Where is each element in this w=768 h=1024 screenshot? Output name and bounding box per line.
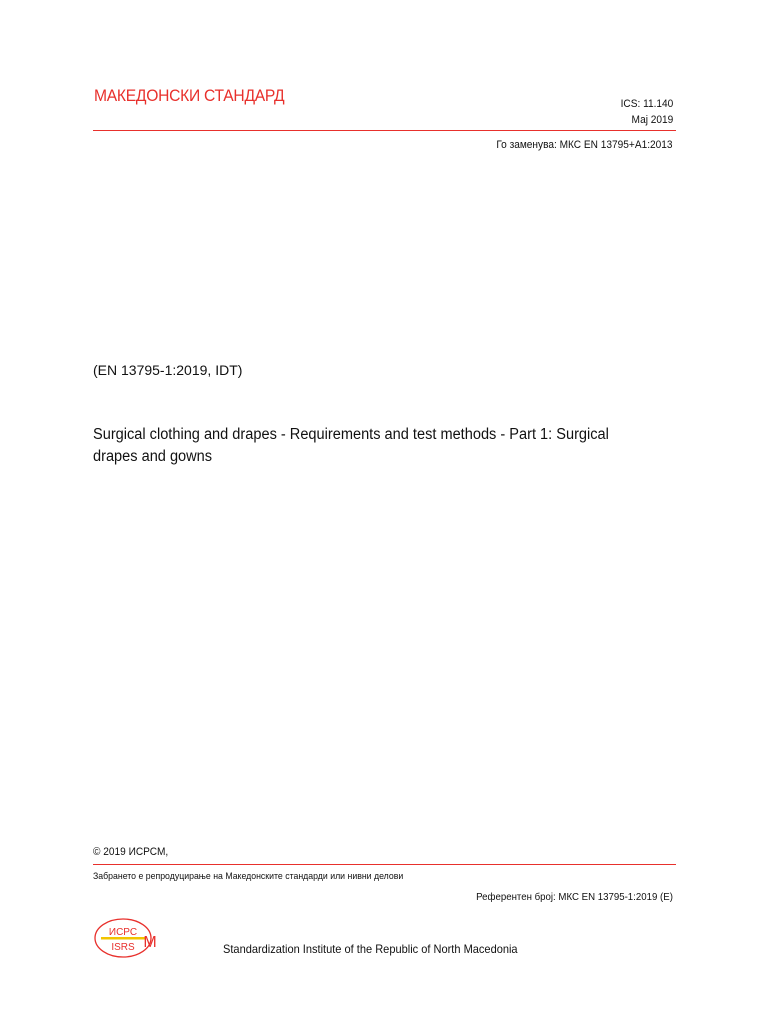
footer-rule xyxy=(93,864,676,865)
ics-code: ICS: 11.140 xyxy=(620,98,673,110)
logo-graphic xyxy=(93,916,163,960)
standard-title: МАКЕДОНСКИ СТАНДАРД xyxy=(94,86,285,105)
copyright-notice: © 2019 ИСРСМ, xyxy=(93,846,169,858)
isrsm-logo xyxy=(93,916,163,960)
reproduction-notice: Забрането е репродуцирање на Македонските стандарди или нивни делови xyxy=(93,871,404,882)
logo-text-bottom: ISRS xyxy=(111,942,135,953)
logo-letter: M xyxy=(143,934,157,951)
replaces-note: Го заменува: МКС EN 13795+A1:2013 xyxy=(496,139,673,151)
ics-block xyxy=(620,96,673,128)
logo-text-top: ИСРС xyxy=(108,927,138,938)
header-rule xyxy=(93,130,676,131)
reference-number: Референтен број: МКС EN 13795-1:2019 (E) xyxy=(476,891,673,903)
document-title: Surgical clothing and drapes - Requirements and test methods - Part 1: Surgical drapes and gowns xyxy=(93,426,609,465)
en-reference: (EN 13795-1:2019, IDT) xyxy=(93,362,243,378)
publication-date: Мај 2019 xyxy=(631,114,673,126)
institute-name: Standardization Institute of the Republic of North Macedonia xyxy=(223,942,518,956)
